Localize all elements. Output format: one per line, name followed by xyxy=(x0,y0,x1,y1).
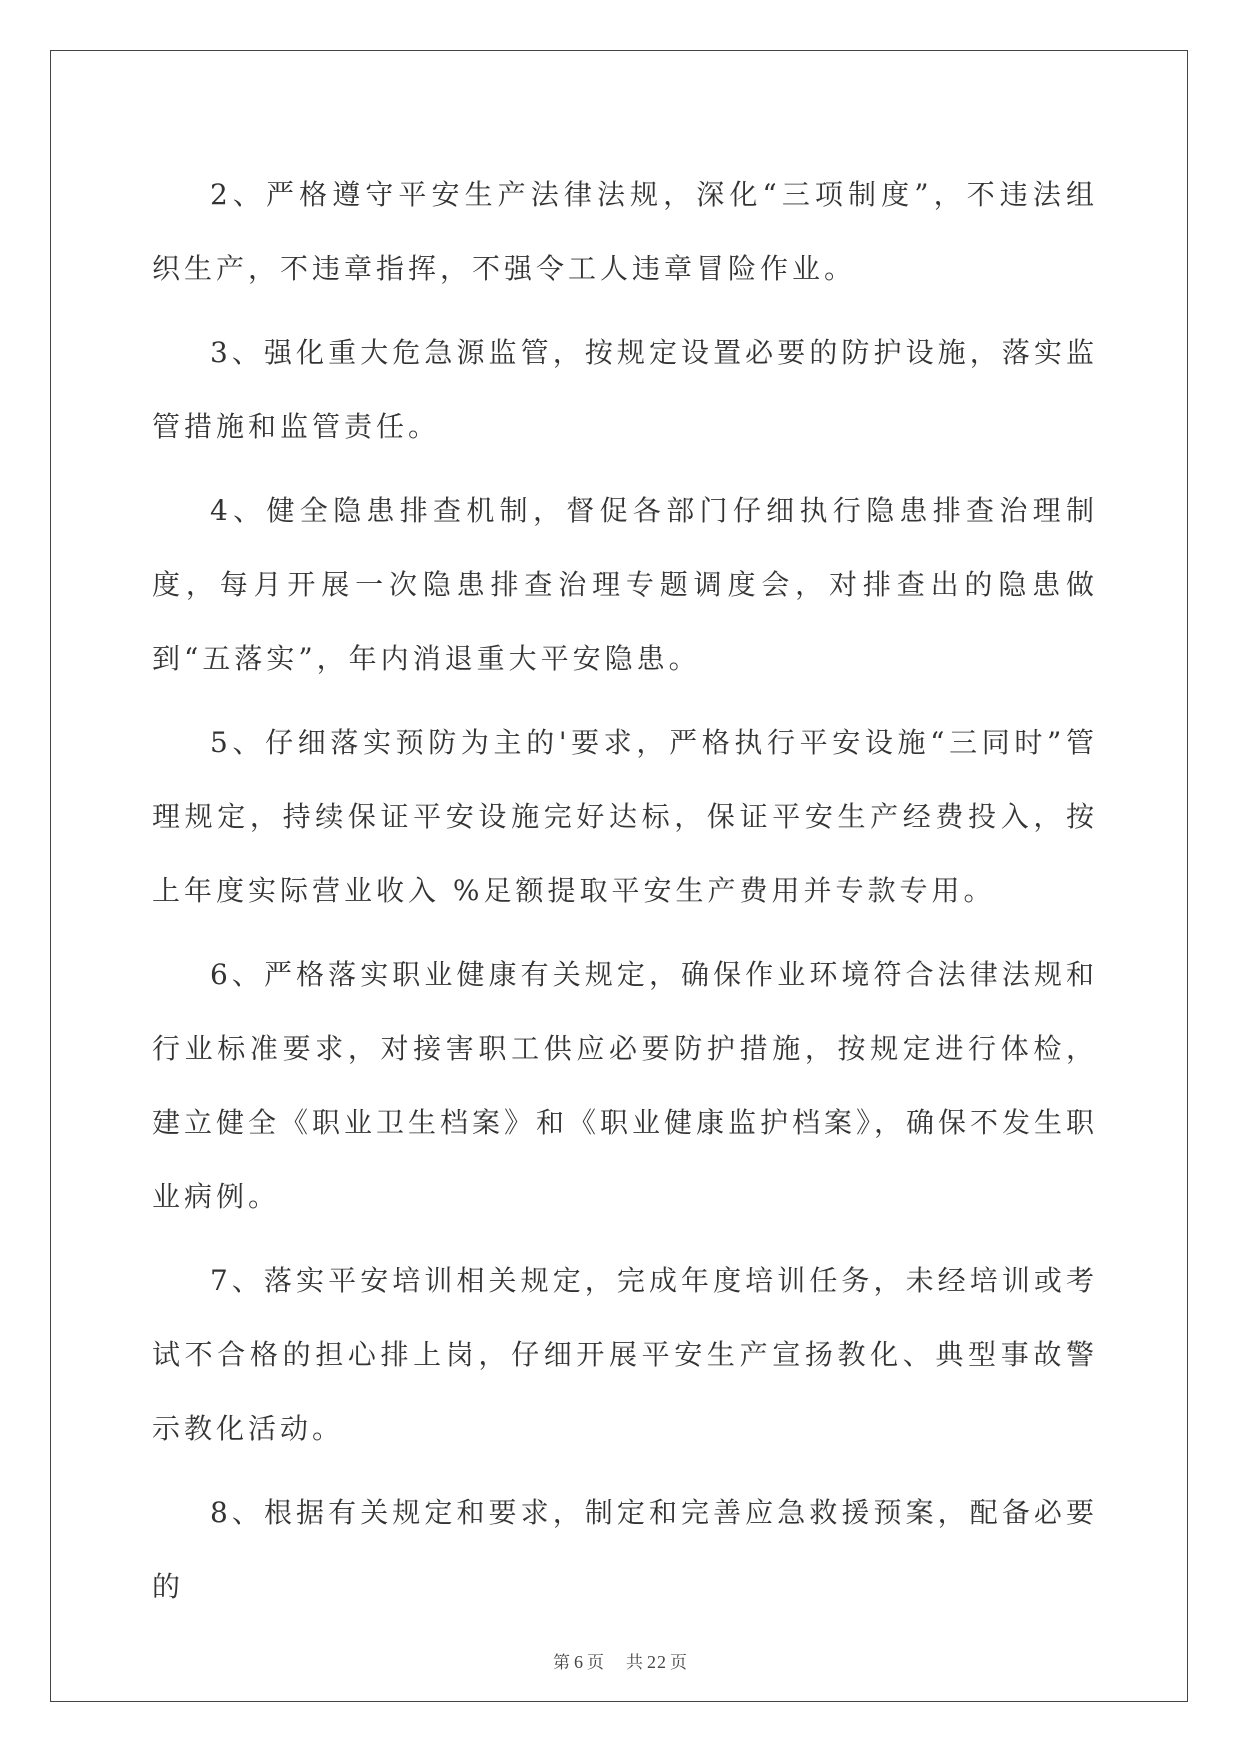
total-pages: 22 xyxy=(647,1652,667,1672)
paragraph-item-8: 8、根据有关规定和要求，制定和完善应急救援预案，配备必要的 xyxy=(152,1496,1098,1603)
page-number: 6 xyxy=(574,1652,584,1672)
page-footer xyxy=(0,1648,1241,1673)
paragraph-item-7: 7、落实平安培训相关规定，完成年度培训任务，未经培训或考试不合格的担心排上岗，仔细开展平安生产宣扬教化、典型事故警示教化活动。 xyxy=(152,1264,1098,1445)
paragraph-item-5: 5、仔细落实预防为主的'要求，严格执行平安设施“三同时”管理规定，持续保证平安设施完好达标，保证平安生产经费投入，按上年度实际营业收入 %足额提取平安生产费用并专款专用。 xyxy=(152,726,1098,907)
total-label-prefix: 共 xyxy=(626,1653,644,1672)
paragraph-item-3: 3、强化重大危急源监管，按规定设置必要的防护设施，落实监管措施和监管责任。 xyxy=(152,336,1098,443)
document-body xyxy=(152,158,1098,1624)
page-label-suffix: 页 xyxy=(587,1653,605,1672)
paragraph-item-2: 2、严格遵守平安生产法律法规，深化“三项制度”，不违法组织生产，不违章指挥，不强令工人违章冒险作业。 xyxy=(152,178,1098,285)
page-label-prefix: 第 xyxy=(553,1653,571,1672)
total-label-suffix: 页 xyxy=(670,1653,688,1672)
paragraph-item-4: 4、健全隐患排查机制，督促各部门仔细执行隐患排查治理制度，每月开展一次隐患排查治理专题调度会，对排查出的隐患做到“五落实”，年内消退重大平安隐患。 xyxy=(152,494,1098,675)
paragraph-item-6: 6、严格落实职业健康有关规定，确保作业环境符合法律法规和行业标准要求，对接害职工供应必要防护措施，按规定进行体检，建立健全《职业卫生档案》和《职业健康监护档案》，确保不发生职业病例。 xyxy=(152,958,1099,1213)
